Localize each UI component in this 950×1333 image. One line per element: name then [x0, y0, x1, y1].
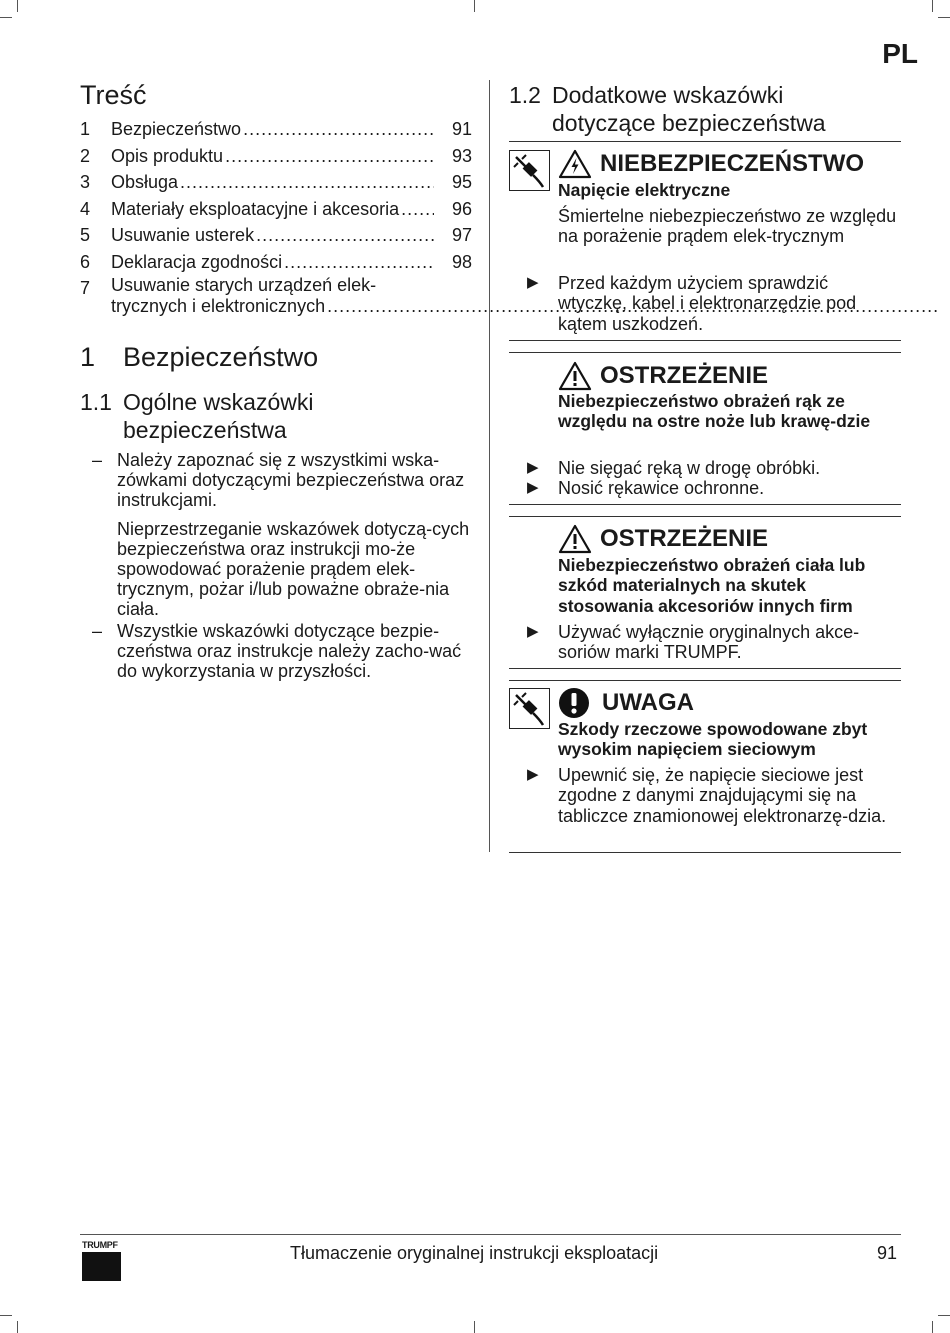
toc-entry[interactable]	[80, 116, 472, 143]
toc-entry-page: 95	[451, 172, 472, 192]
toc-entry-label: Opis produktu	[111, 145, 224, 166]
subsection-title: Ogólne wskazówki	[123, 389, 314, 415]
toc-entry[interactable]	[80, 143, 472, 170]
toc-leader-dots	[225, 143, 434, 170]
language-code: PL	[882, 38, 918, 69]
paragraph: Należy zapoznać się z wszystkimi wska-zówkami dotyczącymi bezpieczeństwa oraz instrukcjami.	[117, 450, 465, 510]
toc-entry-page: 97	[451, 225, 472, 245]
action-step	[527, 765, 899, 826]
crop-mark	[17, 1321, 18, 1333]
warning-rule	[509, 852, 901, 853]
toc-entry[interactable]	[80, 169, 472, 196]
step-arrow-icon: ▶	[527, 459, 539, 476]
step-text: Nosić rękawice ochronne.	[558, 478, 765, 499]
action-steps	[527, 765, 899, 826]
hazard-title: Szkody rzeczowe spowodowane zbyt wysokim napięciem sieciowym	[558, 719, 868, 760]
warning-rule	[509, 141, 901, 142]
subsection-title: dotyczące bezpieczeństwa	[552, 110, 826, 136]
warning-rule	[509, 340, 901, 341]
toc-entry-number: 5	[80, 225, 91, 245]
step-arrow-icon: ▶	[527, 274, 539, 291]
subsection-heading	[509, 81, 826, 137]
logo-block	[82, 1252, 121, 1281]
warning-triangle-icon	[558, 524, 592, 554]
action-steps	[527, 458, 899, 499]
table-of-contents	[80, 116, 472, 317]
list-dash: –	[92, 621, 103, 641]
paragraph: Nieprzestrzeganie wskazówek dotyczą-cych bezpieczeństwa oraz instrukcji mo-że spowodować porażenie prądem elek-trycznym, pożar i/lub poważne obraże-nia ciała.	[117, 519, 470, 619]
section-number: 1	[80, 342, 96, 372]
subsection-heading	[80, 388, 313, 444]
notice-signal	[558, 687, 694, 719]
hazard-title: Niebezpieczeństwo obrażeń rąk ze względu na ostre noże lub krawę-dzie	[558, 391, 871, 432]
crop-mark	[17, 0, 18, 12]
safety-notes-list	[92, 450, 472, 681]
signal-word: UWAGA	[602, 689, 694, 716]
action-steps	[527, 273, 899, 334]
toc-entry-number: 6	[80, 251, 91, 272]
crop-mark	[474, 0, 475, 12]
step-arrow-icon: ▶	[527, 479, 539, 497]
toc-entry-page: 93	[451, 145, 472, 166]
warning-signal	[558, 361, 768, 391]
action-steps	[527, 622, 899, 663]
warning-rule	[509, 504, 901, 505]
unplug-icon	[509, 688, 550, 729]
crop-mark	[932, 0, 933, 12]
column-divider	[489, 80, 490, 852]
toc-entry-number: 4	[80, 198, 91, 219]
crop-mark	[938, 17, 950, 18]
step-text: Upewnić się, że napięcie sieciowe jest zgodne z danymi znajdującymi się na tabliczce znamionowej elektronarzę-dzia.	[558, 765, 887, 826]
crop-mark	[938, 1315, 950, 1316]
toc-entry-label: Usuwanie usterek	[111, 225, 255, 245]
action-step	[527, 273, 899, 334]
toc-leader-dots	[256, 222, 434, 249]
toc-entry[interactable]	[80, 196, 472, 223]
step-arrow-icon: ▶	[527, 623, 539, 640]
signal-word: NIEBEZPIECZEŃSTWO	[600, 150, 865, 177]
toc-entry-label: Deklaracja zgodności	[111, 251, 283, 272]
toc-entry[interactable]	[80, 249, 472, 276]
toc-leader-dots	[243, 116, 434, 143]
toc-entry-number: 3	[80, 172, 91, 192]
step-text: Przed każdym użyciem sprawdzić wtyczkę, kabel i elektronarzędzie pod kątem uszkodzeń.	[558, 273, 857, 334]
warning-rule	[509, 516, 901, 517]
crop-mark	[0, 1315, 12, 1316]
paragraph: Wszystkie wskazówki dotyczące bezpie-czeństwa oraz instrukcje należy zacho-wać do wykorzystania w przyszłości.	[117, 621, 462, 681]
toc-entry-page: 91	[451, 119, 472, 139]
toc-entry-page: 98	[451, 251, 472, 272]
toc-entry-label: Materiały eksploatacyjne i akcesoria	[111, 198, 400, 219]
hazard-title: Niebezpieczeństwo obrażeń ciała lub szkód materialnych na skutek stosowania akcesoriów innych firm	[558, 555, 866, 616]
step-text: Nie sięgać ręką w drogę obróbki.	[558, 458, 821, 478]
toc-entry-label: Usuwanie starych urządzeń elek-	[111, 275, 377, 295]
step-text: Używać wyłącznie oryginalnych akce-soriów marki TRUMPF.	[558, 622, 860, 663]
brand-logo	[82, 1240, 121, 1281]
toc-entry-page: 96	[451, 198, 472, 219]
toc-entry-label: trycznych i elektronicznych	[111, 296, 326, 316]
warning-rule	[509, 668, 901, 669]
crop-mark	[0, 17, 12, 18]
toc-entry-number: 7	[80, 278, 91, 298]
toc-leader-dots	[180, 169, 434, 196]
toc-entry[interactable]	[80, 222, 472, 249]
toc-entry-label: Bezpieczeństwo	[111, 119, 242, 139]
toc-entry[interactable]	[80, 275, 472, 317]
hazard-description: Śmiertelne niebezpieczeństwo ze względu na porażenie prądem elek-trycznym	[558, 206, 897, 247]
warning-triangle-icon	[558, 361, 592, 391]
toc-title: Treść	[80, 80, 147, 110]
action-step	[527, 458, 899, 478]
list-item	[92, 621, 472, 681]
signal-word: OSTRZEŻENIE	[600, 362, 769, 389]
subsection-number: 1.1	[80, 389, 112, 415]
toc-leader-dots	[284, 249, 434, 276]
action-step	[527, 478, 899, 498]
logo-wordmark: TRUMPF	[82, 1240, 118, 1250]
step-arrow-icon: ▶	[527, 766, 539, 783]
warning-rule	[509, 352, 901, 353]
footer-rule	[80, 1234, 901, 1235]
section-heading	[80, 342, 318, 373]
hazard-title: Napięcie elektryczne	[558, 180, 731, 200]
footer-title: Tłumaczenie oryginalnej instrukcji eksploatacji	[290, 1243, 659, 1263]
page-number: 91	[876, 1243, 897, 1263]
section-title: Bezpieczeństwo	[123, 342, 319, 372]
unplug-icon	[509, 150, 550, 191]
subsection-title: bezpieczeństwa	[123, 417, 287, 443]
list-dash: –	[92, 450, 103, 470]
warning-rule	[509, 680, 901, 681]
toc-leader-dots	[401, 196, 434, 223]
toc-entry-page	[943, 296, 950, 317]
subsection-number: 1.2	[509, 82, 541, 108]
crop-mark	[474, 1321, 475, 1333]
exclamation-circle-icon	[558, 687, 590, 719]
signal-word: OSTRZEŻENIE	[600, 525, 769, 552]
toc-entry-label: Obsługa	[111, 172, 179, 192]
action-step	[527, 622, 899, 663]
crop-mark	[932, 1321, 933, 1333]
subsection-title: Dodatkowe wskazówki	[552, 82, 784, 108]
electric-warning-icon	[558, 149, 592, 179]
danger-signal	[558, 149, 864, 179]
warning-signal	[558, 524, 768, 554]
toc-entry-number: 2	[80, 145, 91, 166]
list-item	[92, 450, 472, 619]
toc-entry-number: 1	[80, 119, 91, 139]
